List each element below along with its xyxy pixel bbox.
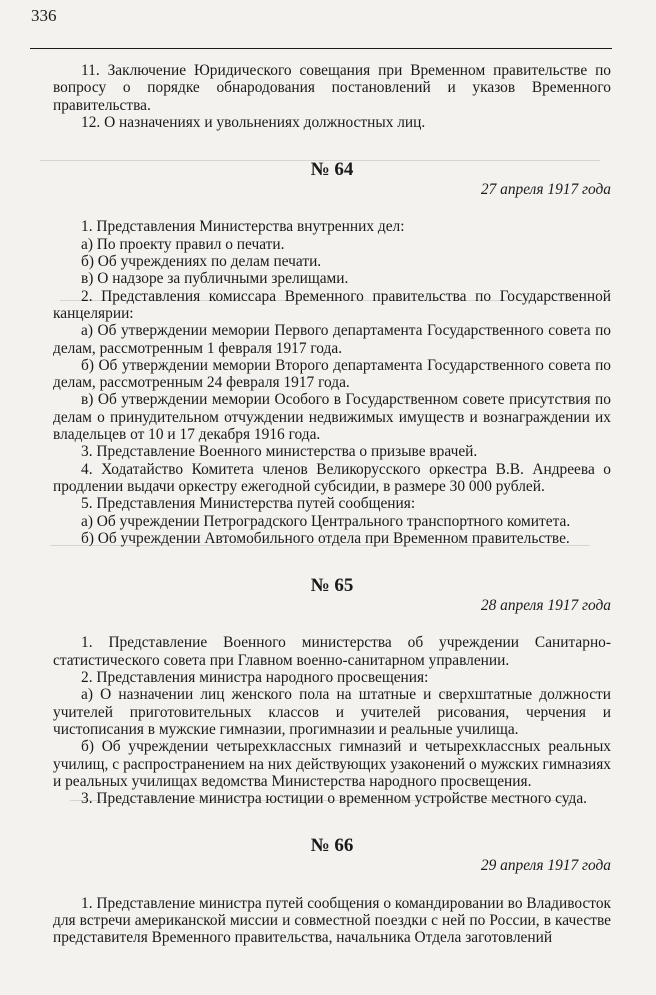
document-number: № 64: [310, 159, 354, 181]
intro-section: [53, 62, 611, 131]
document-number: № 65: [310, 575, 354, 597]
paragraph: а) Об утверждении мемории Первого департамента Государственного совета по делам, рассмотренным 1 февраля 1917 года.: [53, 322, 611, 357]
paragraph: в) О надзоре за публичными зрелищами.: [81, 270, 349, 288]
paragraph: б) Об учреждении Автомобильного отдела при Временном правительстве.: [81, 529, 570, 547]
paragraph: 2. Представления комиссара Временного правительства по Государственной канцелярии:: [53, 287, 611, 322]
paragraph: 2. Представления министра народного просвещения:: [81, 669, 429, 687]
intro-item: 11. Заключение Юридического совещания при Временном правительстве по вопросу о порядке обнародования постановлений и указов Временного правительства.: [53, 62, 611, 114]
document-date: 27 апреля 1917 года: [480, 181, 611, 199]
document-65: [53, 575, 611, 807]
paragraph: 1. Представления Министерства внутренних дел:: [81, 218, 405, 236]
header-rule: [30, 48, 612, 49]
document-date: 28 апреля 1917 года: [480, 597, 611, 615]
document-64: [53, 159, 611, 547]
paragraph: б) Об учреждении четырехклассных гимназий и четырехклассных реальных училищ, с распространением на них действующих узаконений о мужских гимназиях и реальных училищах ведомства Министерства народного просвещения.: [53, 738, 611, 790]
document-date: 29 апреля 1917 года: [480, 857, 611, 875]
paragraph: 1. Представление Военного министерства об учреждении Санитарно-статистического совета при Главном военно-санитарном управлении.: [53, 634, 611, 669]
paragraph: а) По проекту правил о печати.: [81, 235, 285, 253]
paragraph: б) Об учреждениях по делам печати.: [81, 253, 322, 271]
paragraph: а) О назначении лиц женского пола на штатные и сверхштатные должности учителей приготовительных классов и учителей рисования, черчения и чистописания в мужские гимназии, прогимназии и реальные училища.: [53, 686, 611, 738]
page-number: 336: [31, 6, 57, 25]
intro-item: 12. О назначениях и увольнениях должностных лиц.: [81, 113, 426, 131]
paragraph: 3. Представление Военного министерства о призыве врачей.: [81, 443, 478, 461]
paragraph: 1. Представление министра путей сообщения о командировании во Владивосток для встречи американской миссии и совместной поездки с ней по России, в качестве представителя Временного правительства, начальника Отдела заготовлений: [53, 894, 611, 947]
paragraph: в) Об утверждении мемории Особого в Государственном совете присутствия по делам о принудительном отчуждении недвижимых имуществ и вознаграждении их владельцев от 10 и 17 декабря 1916 года.: [53, 391, 611, 444]
document-content: [53, 62, 611, 947]
paragraph: а) Об учреждении Петроградского Центрального транспортного комитета.: [81, 512, 571, 530]
paragraph: 3. Представление министра юстиции о временном устройстве местного суда.: [81, 790, 588, 808]
paragraph: 4. Ходатайство Комитета членов Великорусского оркестра В.В. Андреева о продлении выдачи оркестру ежегодной субсидии, в размере 30 000 рублей.: [53, 460, 611, 495]
document-number: № 66: [310, 835, 354, 857]
document-66: [53, 835, 611, 946]
paragraph: б) Об утверждении мемории Второго департамента Государственного совета по делам, рассмотренным 24 февраля 1917 года.: [53, 356, 611, 392]
paragraph: 5. Представления Министерства путей сообщения:: [81, 495, 416, 513]
